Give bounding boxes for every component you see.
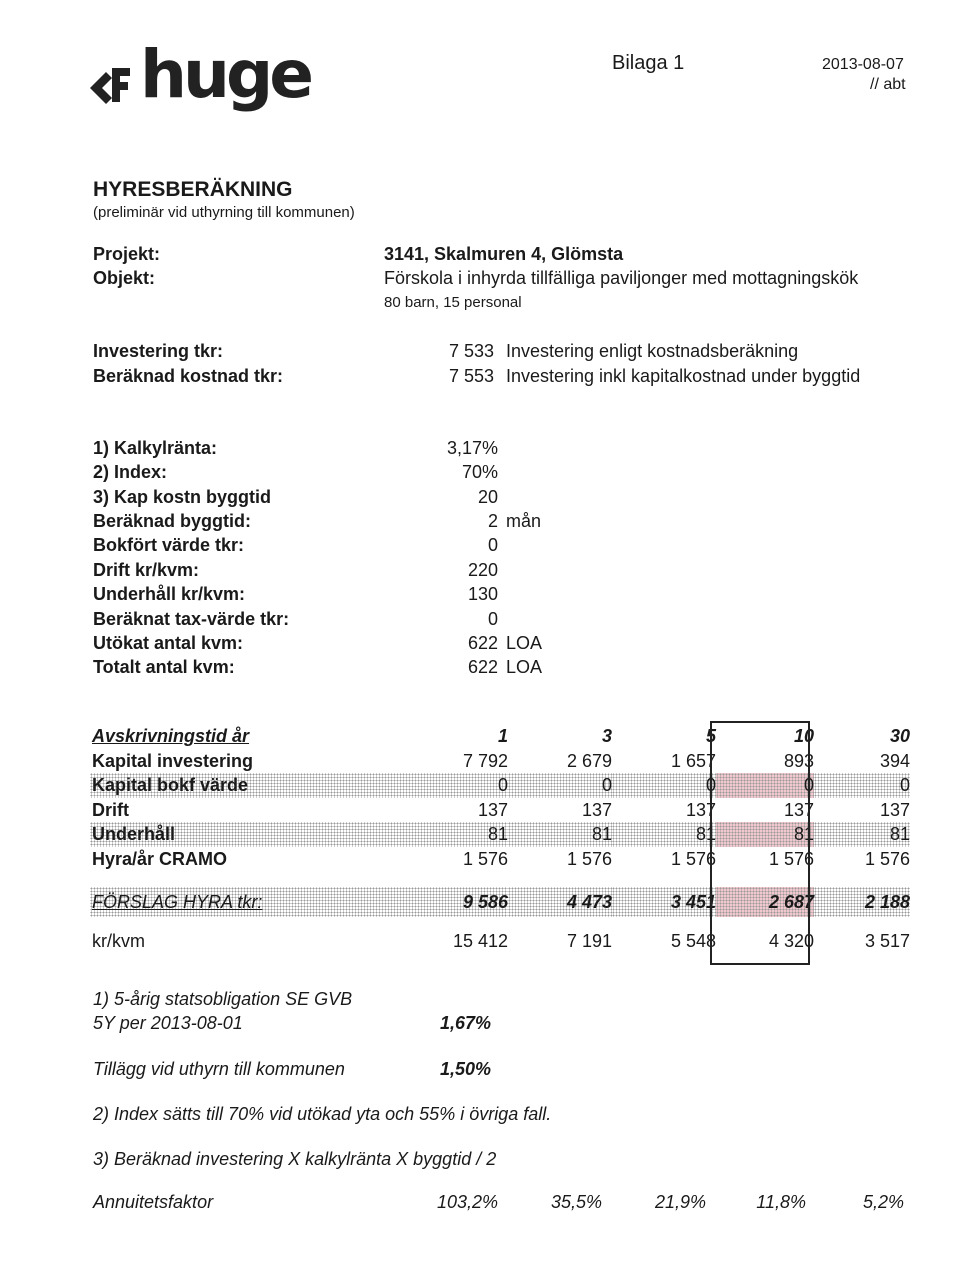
investment-value: 7 533 <box>449 341 495 361</box>
param-value: 20 <box>477 487 498 507</box>
proposal-cell: 3 451 <box>612 887 716 917</box>
annuity-value: 5,2% <box>862 1192 904 1212</box>
param-value: 622 <box>467 657 498 677</box>
table-cell: 137 <box>477 799 508 820</box>
document-date: 2013-08-07 <box>822 56 904 73</box>
table-cell: 394 <box>879 750 910 771</box>
annuity-value: 11,8% <box>756 1192 806 1212</box>
param-unit: mån <box>506 511 542 531</box>
table-header-cell: 5 <box>705 726 716 747</box>
projekt-label: Projekt: <box>93 244 161 264</box>
table-cell: 0 <box>814 773 910 798</box>
tillagg-label: Tillägg vid uthyrn till kommunen <box>93 1059 345 1079</box>
param-label: Utökat antal kvm: <box>93 633 244 653</box>
param-value: 0 <box>487 609 498 629</box>
proposal-cell: 2 687 <box>716 887 814 917</box>
table-cell: 137 <box>783 799 814 820</box>
cost-label: Beräknad kostnad tkr: <box>93 366 284 386</box>
attachment-label: Bilaga 1 <box>612 52 685 74</box>
table-cell: 137 <box>879 799 910 820</box>
table-cell: 0 <box>716 773 814 798</box>
table-cell: 7 792 <box>462 750 508 771</box>
param-label: Bokfört värde tkr: <box>93 535 245 555</box>
table-cell: 81 <box>360 822 508 847</box>
annuity-label: Annuitetsfaktor <box>93 1192 214 1212</box>
param-label: Drift kr/kvm: <box>93 560 200 580</box>
objekt-note: 80 barn, 15 personal <box>384 294 522 311</box>
table-header-label: Avskrivningstid år <box>92 726 250 747</box>
per-sqm-cell: 4 320 <box>768 931 814 952</box>
table-cell: 893 <box>783 750 814 771</box>
row-label: Drift <box>92 799 129 820</box>
table-header-cell: 10 <box>793 726 814 747</box>
per-sqm-cell: 7 191 <box>566 931 612 952</box>
annuity-value: 103,2% <box>436 1192 498 1212</box>
param-value: 0 <box>487 535 498 555</box>
table-cell: 81 <box>814 822 910 847</box>
param-label: 1) Kalkylränta: <box>93 438 218 458</box>
row-label: Kapital bokf värde <box>90 773 360 798</box>
param-value: 130 <box>467 584 498 604</box>
param-label: Underhåll kr/kvm: <box>93 584 246 604</box>
per-sqm-cell: 5 548 <box>670 931 716 952</box>
per-sqm-label: kr/kvm <box>92 931 145 952</box>
page-subtitle: (preliminär vid uthyrning till kommunen) <box>93 204 355 221</box>
note-1-value: 1,67% <box>440 1013 492 1033</box>
table-cell: 1 576 <box>566 848 612 869</box>
table-cell: 1 576 <box>462 848 508 869</box>
param-value: 622 <box>467 633 498 653</box>
param-unit: LOA <box>506 657 543 677</box>
proposal-cell: 4 473 <box>508 887 612 917</box>
investment-desc: Investering enligt kostnadsberäkning <box>506 341 799 361</box>
note-2: 2) Index sätts till 70% vid utökad yta och 55% i övriga fall. <box>93 1104 552 1124</box>
table-header-cell: 3 <box>601 726 612 747</box>
cost-value: 7 553 <box>449 366 495 386</box>
table-cell: 2 679 <box>566 750 612 771</box>
page-title: HYRESBERÄKNING <box>93 178 293 201</box>
table-cell: 1 657 <box>670 750 716 771</box>
per-sqm-cell: 15 412 <box>452 931 508 952</box>
table-header-cell: 1 <box>497 726 508 747</box>
proposal-cell: 9 586 <box>360 887 508 917</box>
param-label: 3) Kap kostn byggtid <box>93 487 272 507</box>
table-cell: 137 <box>685 799 716 820</box>
table-header-cell: 30 <box>889 726 910 747</box>
table-cell: 0 <box>360 773 508 798</box>
table-cell: 1 576 <box>670 848 716 869</box>
param-unit: LOA <box>506 633 543 653</box>
annuity-value: 35,5% <box>550 1192 602 1212</box>
annuity-value: 21,9% <box>654 1192 706 1212</box>
tillagg-value: 1,50% <box>440 1059 492 1079</box>
param-value: 220 <box>467 560 498 580</box>
proposal-cell: 2 188 <box>814 887 910 917</box>
objekt-label: Objekt: <box>93 268 156 288</box>
param-label: Beräknad byggtid: <box>93 511 252 531</box>
table-cell: 137 <box>581 799 612 820</box>
param-value: 70% <box>461 462 498 482</box>
projekt-value: 3141, Skalmuren 4, Glömsta <box>384 244 624 264</box>
cost-desc: Investering inkl kapitalkostnad under byggtid <box>506 366 861 386</box>
objekt-value: Förskola i inhyrda tillfälliga paviljonger med mottagningskök <box>384 268 859 288</box>
huge-logo-mark <box>82 38 142 128</box>
row-label: Underhåll <box>90 822 360 847</box>
param-label: 2) Index: <box>93 462 168 482</box>
note-1-line-1: 1) 5-årig statsobligation SE GVB <box>93 989 353 1009</box>
param-value: 2 <box>487 511 498 531</box>
proposal-label: FÖRSLAG HYRA tkr: <box>90 887 360 917</box>
table-cell: 81 <box>612 822 716 847</box>
table-cell: 1 576 <box>864 848 910 869</box>
per-sqm-cell: 3 517 <box>864 931 910 952</box>
investment-label: Investering tkr: <box>93 341 224 361</box>
table-cell: 81 <box>716 822 814 847</box>
param-label: Beräknat tax-värde tkr: <box>93 609 290 629</box>
table-cell: 1 576 <box>768 848 814 869</box>
table-cell: 0 <box>508 773 612 798</box>
highlight-box-10-year <box>710 721 810 965</box>
row-label: Kapital investering <box>92 750 254 771</box>
param-label: Totalt antal kvm: <box>93 657 235 677</box>
row-label: Hyra/år CRAMO <box>92 848 228 869</box>
signature: // abt <box>870 76 906 93</box>
note-3: 3) Beräknad investering X kalkylränta X byggtid / 2 <box>93 1149 497 1169</box>
logo-text: huge <box>140 36 310 113</box>
note-1-line-2: 5Y per 2013-08-01 <box>93 1013 243 1033</box>
table-cell: 81 <box>508 822 612 847</box>
table-cell: 0 <box>612 773 716 798</box>
param-value: 3,17% <box>446 438 498 458</box>
